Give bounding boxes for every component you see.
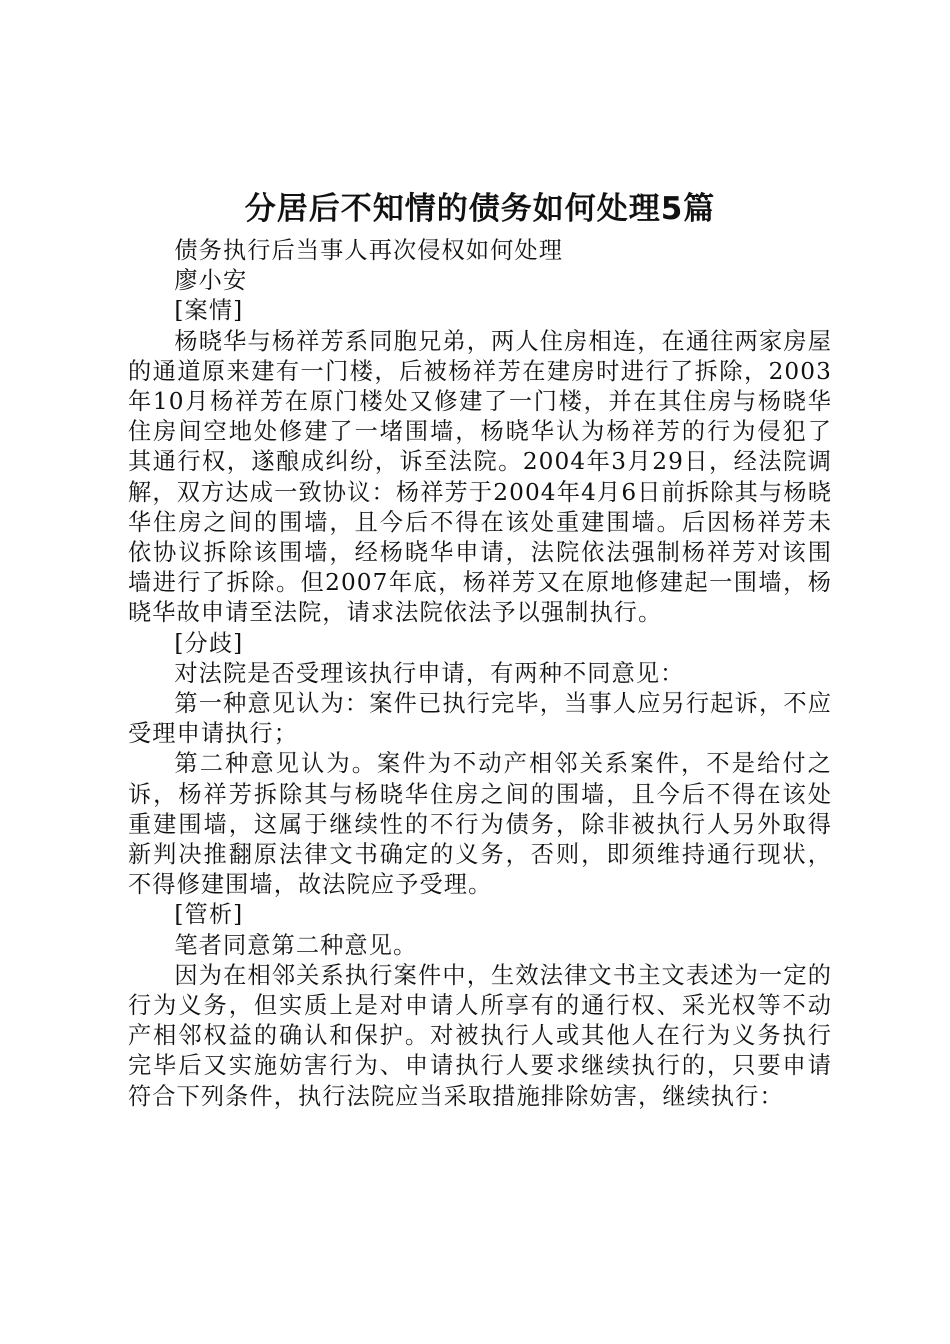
section-heading-case: [案情] [174,297,244,325]
opinion-one-paragraph: 第一种意见认为：案件已执行完毕，当事人应另行起诉，不应受理申请执行； [128,690,832,748]
document-title: 分居后不知情的债务如何处理5篇 [244,191,716,227]
case-paragraph: 杨晓华与杨祥芳系同胞兄弟，两人住房相连，在通往两家房屋的通道原来建有一门楼，后被杨祥芳在建房时进行了拆除，2003年10月杨祥芳在原门楼处又修建了一门楼，并在其住房与杨晓华住房间空地处修建了一堵围墙，杨晓华认为杨祥芳的行为侵犯了其通行权，遂酿成纠纷，诉至法院。2004年3月29日，经法院调解，双方达成一致协议：杨祥芳于2004年4月6日前拆除其与杨晓华住房之间的围墙，且今后不得在该处重建围墙。后因杨祥芳未依协议拆除该围墙，经杨晓华申请，法院依法强制杨祥芳对该围墙进行了拆除。但2007年底，杨祥芳又在原地修建起一围墙，杨晓华故申请至法院，请求法院依法予以强制执行。 [128,327,832,627]
analysis-paragraph: 因为在相邻关系执行案件中，生效法律文书主文表述为一定的行为义务，但实质上是对申请人所享有的通行权、采光权等不动产相邻权益的确认和保护。对被执行人或其他人在行为义务执行完毕后又实施妨害行为、申请执行人要求继续执行的，只要申请符合下列条件，执行法院应当采取措施排除妨害，继续执行： [128,961,832,1110]
opinion-two-paragraph: 第二种意见认为。案件为不动产相邻关系案件，不是给付之诉，杨祥芳拆除其与杨晓华住房之间的围墙，且今后不得在该处重建围墙，这属于继续性的不行为债务，除非被执行人另外取得新判决推翻原法律文书确定的义务，否则，即须维持通行现状，不得修建围墙，故法院应予受理。 [128,750,832,899]
section-heading-dispute: [分歧] [174,629,244,657]
author-view-paragraph: 笔者同意第二种意见。 [174,931,418,959]
section-heading-analysis: [管析] [174,901,244,929]
dispute-intro: 对法院是否受理该执行申请，有两种不同意见： [174,659,685,687]
document-page [128,186,832,1112]
subtitle: 债务执行后当事人再次侵权如何处理 [174,237,563,264]
author-name: 廖小安 [174,267,248,295]
